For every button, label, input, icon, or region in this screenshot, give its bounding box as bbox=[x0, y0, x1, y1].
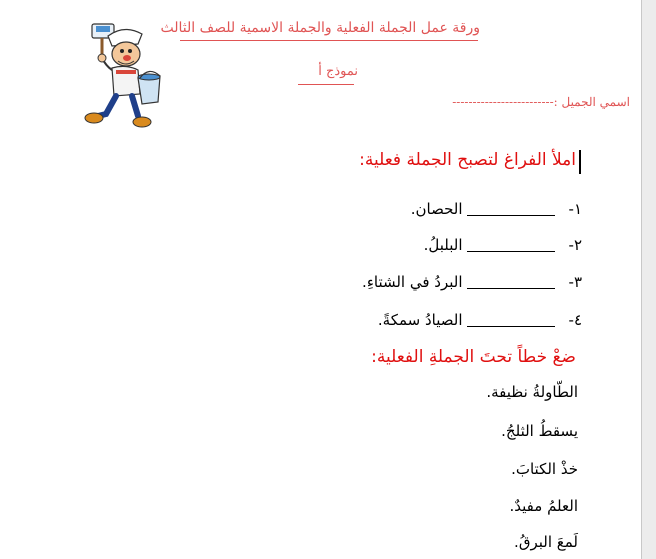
sentence: العلمُ مفيدٌ. bbox=[509, 497, 578, 515]
sentence: خذْ الكتابَ. bbox=[511, 460, 578, 478]
item-number: ٤- bbox=[568, 311, 582, 329]
sentence: الطّاولةُ نظيفة. bbox=[486, 383, 578, 401]
item-number: ٣- bbox=[568, 273, 582, 291]
window-margin bbox=[642, 0, 656, 559]
text-cursor bbox=[579, 150, 581, 174]
blank-line[interactable] bbox=[467, 201, 555, 216]
title-underline bbox=[180, 40, 478, 41]
sentence: يسقطُ الثلجُ. bbox=[501, 422, 578, 440]
model-label: نموذج أ bbox=[318, 64, 358, 79]
painter-mascot-image bbox=[72, 18, 168, 130]
fill-item bbox=[411, 200, 582, 218]
student-name-field: اسمي الجميل :------------------------- bbox=[452, 95, 630, 109]
fill-item bbox=[362, 273, 582, 291]
item-text: البردُ في الشتاءِ. bbox=[362, 273, 463, 291]
item-text: الصيادُ سمكةً. bbox=[377, 311, 463, 329]
item-text: الحصان. bbox=[410, 200, 463, 218]
blank-line[interactable] bbox=[467, 312, 555, 327]
item-text: البلبلُ. bbox=[423, 236, 463, 254]
section2-heading: ضعْ خطاً تحتَ الجملةِ الفعلية: bbox=[371, 347, 576, 367]
fill-item bbox=[378, 311, 582, 329]
item-number: ١- bbox=[568, 200, 582, 218]
fill-item bbox=[424, 236, 582, 254]
item-number: ٢- bbox=[568, 236, 582, 254]
model-underline bbox=[298, 84, 354, 85]
sentence: لَمعَ البرقُ. bbox=[514, 533, 578, 551]
section1-heading: املأ الفراغ لتصبح الجملة فعلية: bbox=[359, 150, 576, 170]
blank-line[interactable] bbox=[467, 237, 555, 252]
blank-line[interactable] bbox=[467, 274, 555, 289]
worksheet-title: ورقة عمل الجملة الفعلية والجملة الاسمية للصف الثالث bbox=[160, 20, 480, 36]
